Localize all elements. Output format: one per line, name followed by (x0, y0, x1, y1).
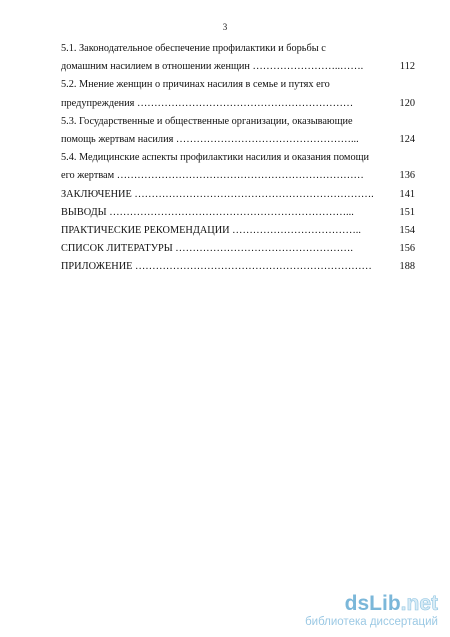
toc-page-number: 154 (399, 225, 415, 237)
toc-entry-line: ПРИЛОЖЕНИЕ …………………………………………………………… (61, 261, 372, 273)
toc-entry-line: домашним насилием в отношении женщин ……………………..……. (61, 61, 364, 73)
toc-entry (61, 40, 415, 76)
toc-entry (61, 149, 415, 185)
toc-entry-line: ПРАКТИЧЕСКИЕ РЕКОМЕНДАЦИИ ……………………………….. (61, 225, 361, 237)
toc-page-number: 136 (399, 170, 415, 182)
watermark-logo-part1: dsLib (344, 592, 401, 615)
toc-entry-line: СПИСОК ЛИТЕРАТУРЫ ……………………………………………. (61, 243, 353, 255)
toc-entry (61, 186, 415, 204)
toc-entry (61, 240, 415, 258)
toc-entry-line: 5.3. Государственные и общественные организации, оказывающие (61, 115, 353, 127)
toc-entry-line: 5.4. Медицинские аспекты профилактики насилия и оказания помощи (61, 152, 370, 164)
toc-page-number: 141 (399, 188, 415, 200)
toc-page-number: 151 (399, 206, 415, 218)
toc-entry (61, 76, 415, 112)
toc-entry-line: ВЫВОДЫ ……………………………………………………………... (61, 206, 354, 218)
toc-entry-line: 5.1. Законодательное обеспечение профилактики и борьбы с (61, 43, 326, 54)
page-number: 3 (222, 22, 228, 32)
toc-entry (61, 258, 415, 276)
watermark-logo-part2: .net (400, 592, 438, 615)
toc-page-number: 112 (399, 61, 415, 73)
toc-entry-line: 5.2. Мнение женщин о причинах насилия в семье и путях его (61, 79, 330, 91)
watermark-logo (305, 593, 438, 615)
toc-entry-line: его жертвам ……………………………………………………………… (61, 170, 364, 182)
watermark (305, 593, 438, 629)
toc-page-number: 120 (399, 97, 415, 109)
table-of-contents (61, 40, 415, 277)
toc-page-number: 124 (399, 134, 415, 146)
toc-entry-line: предупреждения ……………………………………………………… (61, 97, 354, 109)
toc-entry-line: ЗАКЛЮЧЕНИЕ ……………………………………………………………. (61, 188, 374, 200)
toc-entry (61, 113, 415, 149)
toc-entry (61, 222, 415, 240)
toc-page-number: 156 (399, 243, 415, 255)
toc-entry-line: помощь жертвам насилия ……………………………………………... (61, 134, 359, 146)
toc-entry (61, 204, 415, 222)
toc-page-number: 188 (399, 261, 415, 273)
watermark-subtitle: библиотека диссертаций (305, 616, 438, 628)
